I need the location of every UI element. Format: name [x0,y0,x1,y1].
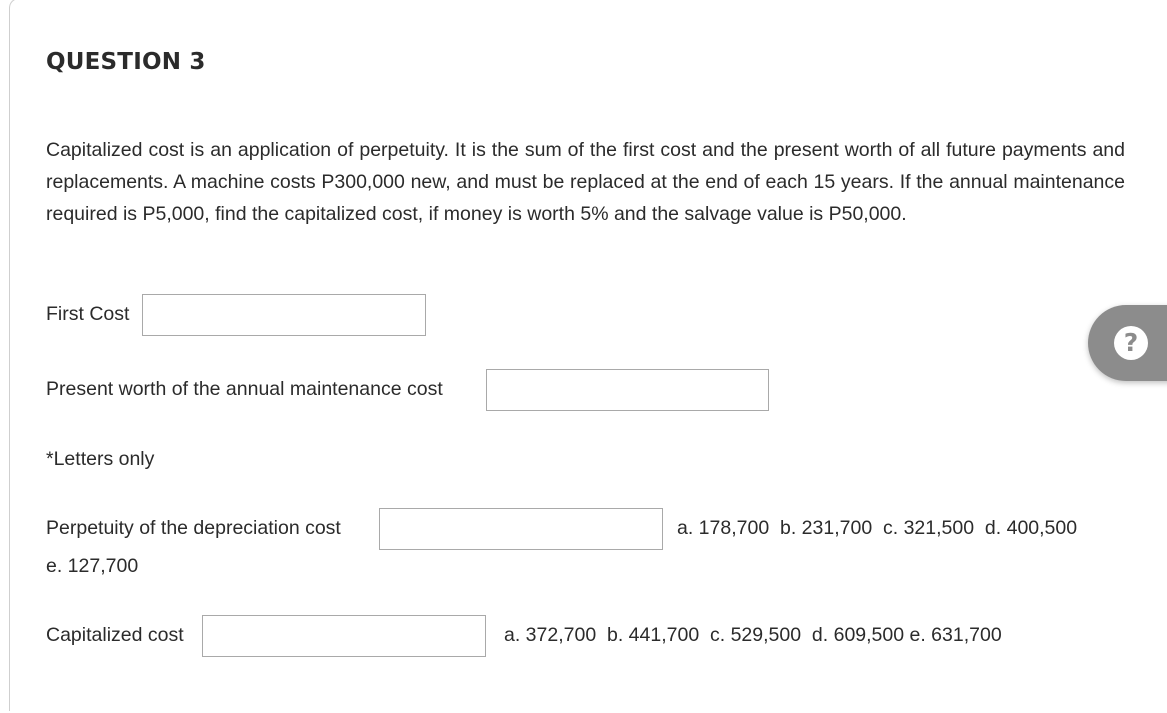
perpetuity-choices: a. 178,700 b. 231,700 c. 321,500 d. 400,500 [677,517,1078,539]
perpetuity-depreciation-input[interactable] [379,508,663,550]
perpetuity-choices-continued: e. 127,700 [46,555,139,577]
capitalized-cost-label: Capitalized cost [46,624,184,646]
question-title: QUESTION 3 [46,49,206,75]
question-mark-icon: ? [1114,326,1148,360]
help-button[interactable] [1088,305,1167,381]
first-cost-label: First Cost [46,303,130,325]
capitalized-cost-input[interactable] [202,615,486,657]
capitalized-cost-choices: a. 372,700 b. 441,700 c. 529,500 d. 609,500 e. 631,700 [504,624,1002,646]
pw-maintenance-input[interactable] [486,369,769,411]
pw-maintenance-label: Present worth of the annual maintenance cost [46,378,443,400]
question-card [9,0,1167,711]
first-cost-input[interactable] [142,294,426,336]
perpetuity-depreciation-label: Perpetuity of the depreciation cost [46,517,341,539]
letters-only-note: *Letters only [46,448,155,470]
question-text: Capitalized cost is an application of perpetuity. It is the sum of the first cost and the present worth of all future payments and replacements. A machine costs P300,000 new, and must be replaced at the end of each 15 years. If the annual maintenance required is P5,000, find the capitalized cost, if money is worth 5% and the salvage value is P50,000. [46,139,1125,225]
